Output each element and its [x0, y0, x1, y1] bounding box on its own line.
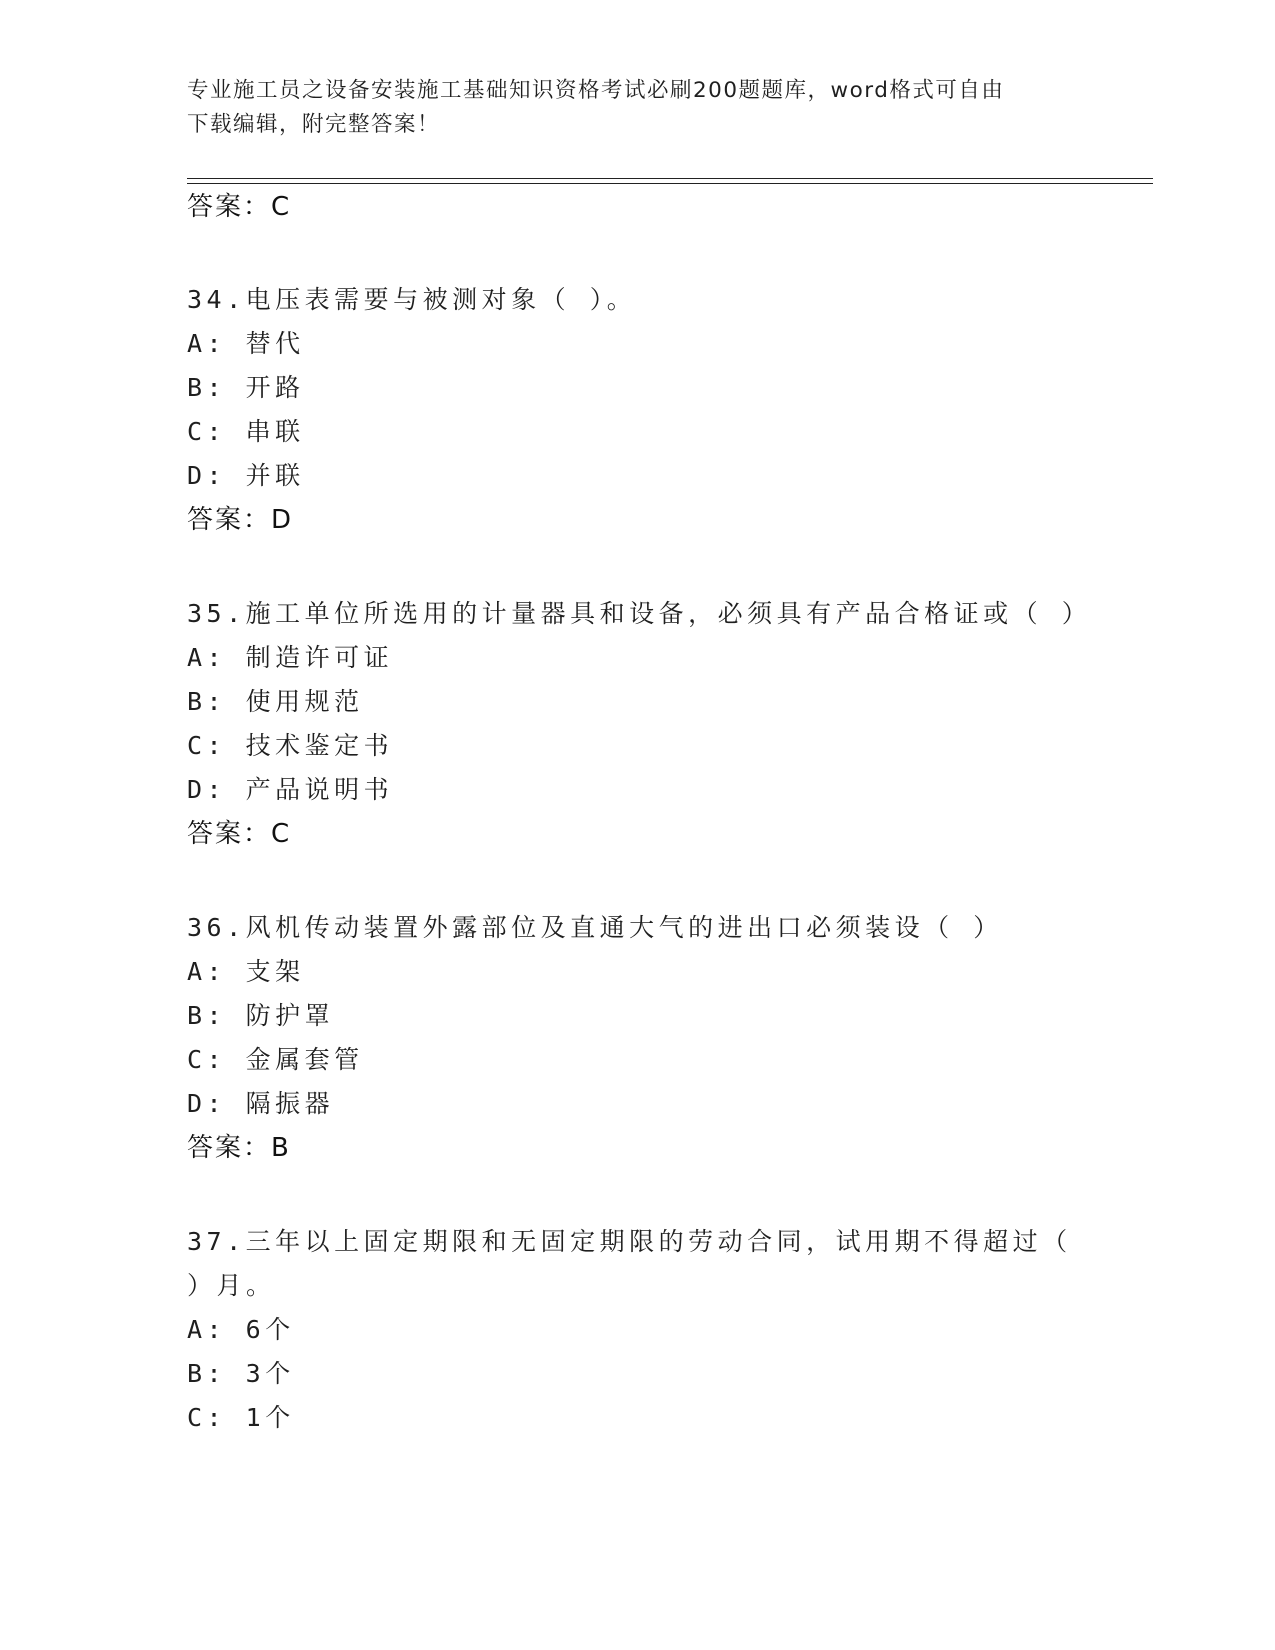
answer-36: 答案：B — [187, 1133, 291, 1163]
question-34-stem: 34.电压表需要与被测对象（ ）。 — [187, 285, 637, 314]
question-35-option-d: D: 产品说明书 — [187, 775, 394, 804]
answer-33: 答案：C — [187, 192, 292, 222]
question-37-stem-line-1: 37.三年以上固定期限和无固定期限的劳动合同，试用期不得超过（ — [187, 1227, 1072, 1256]
header-divider-bottom — [187, 183, 1153, 184]
question-34-option-c: C: 串联 — [187, 417, 305, 446]
header-line-1: 专业施工员之设备安装施工基础知识资格考试必刷200题题库，word格式可自由 — [187, 78, 1005, 103]
question-35-option-b: B: 使用规范 — [187, 687, 364, 716]
header-divider-top — [187, 178, 1153, 179]
document-header — [187, 74, 1077, 142]
question-37-option-a: A: 6个 — [187, 1315, 295, 1344]
question-36-option-d: D: 隔振器 — [187, 1089, 335, 1118]
answer-35: 答案：C — [187, 819, 292, 849]
question-36-option-c: C: 金属套管 — [187, 1045, 364, 1074]
question-36-stem: 36.风机传动装置外露部位及直通大气的进出口必须装设（ ） — [187, 913, 1003, 942]
question-36-option-a: A: 支架 — [187, 957, 305, 986]
question-35-option-c: C: 技术鉴定书 — [187, 731, 394, 760]
header-line-2: 下载编辑，附完整答案！ — [187, 112, 441, 137]
question-34-option-b: B: 开路 — [187, 373, 305, 402]
question-34-option-d: D: 并联 — [187, 461, 305, 490]
question-37-option-c: C: 1个 — [187, 1403, 295, 1432]
question-37-stem-line-2: ）月。 — [187, 1271, 276, 1300]
answer-34: 答案：D — [187, 505, 294, 535]
question-34-option-a: A: 替代 — [187, 329, 305, 358]
question-35-option-a: A: 制造许可证 — [187, 643, 394, 672]
question-35-stem: 35.施工单位所选用的计量器具和设备，必须具有产品合格证或（ ） — [187, 599, 1092, 628]
question-37-option-b: B: 3个 — [187, 1359, 295, 1388]
question-36-option-b: B: 防护罩 — [187, 1001, 335, 1030]
